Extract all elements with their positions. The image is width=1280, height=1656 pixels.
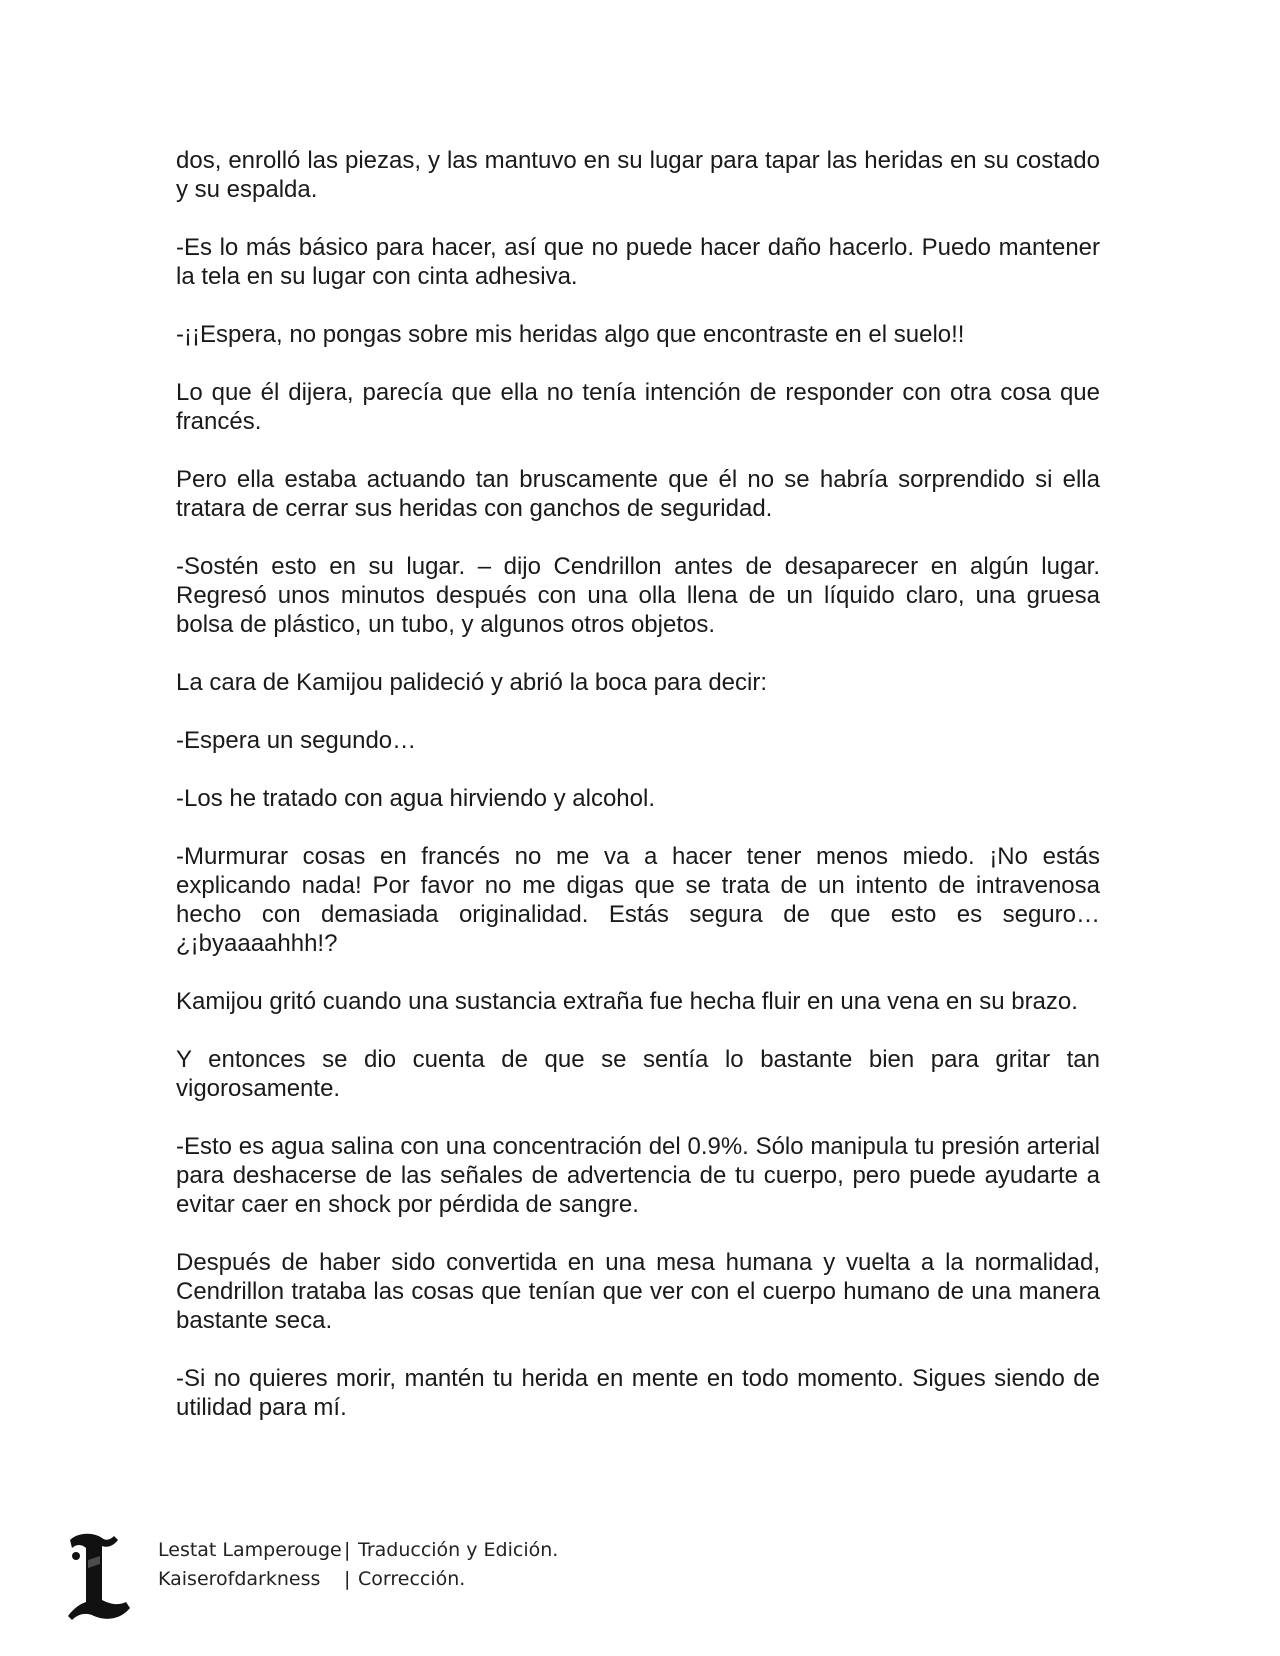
paragraph: -Si no quieres morir, mantén tu herida en mente en todo momento. Sigues siendo de utilidad para mí. xyxy=(176,1365,1100,1421)
gothic-l-logo-icon xyxy=(64,1530,134,1626)
credit-line xyxy=(158,1565,558,1594)
credit-name: Lestat Lamperouge xyxy=(158,1539,342,1561)
paragraph: Y entonces se dio cuenta de que se sentía lo bastante bien para gritar tan vigorosamente. xyxy=(176,1046,1100,1102)
paragraph: Después de haber sido convertida en una mesa humana y vuelta a la normalidad, Cendrillon trataba las cosas que tenían que ver con el cuerpo humano de una manera bastante seca. xyxy=(176,1249,1100,1334)
paragraph: -Sostén esto en su lugar. – dijo Cendrillon antes de desaparecer en algún lugar. Regresó unos minutos después con una olla llena de un líquido claro, una gruesa bolsa de plástico, un tubo, y algunos otros objetos. xyxy=(176,553,1100,638)
credit-role: Corrección. xyxy=(358,1568,466,1590)
footer-credits xyxy=(158,1536,558,1594)
paragraph: -Esto es agua salina con una concentración del 0.9%. Sólo manipula tu presión arterial para deshacerse de las señales de advertencia de tu cuerpo, pero puede ayudarte a evitar caer en shock por pérdida de sangre. xyxy=(176,1133,1100,1218)
credit-separator: | xyxy=(344,1539,351,1561)
paragraph: -Los he tratado con agua hirviendo y alcohol. xyxy=(176,785,655,812)
paragraph: Lo que él dijera, parecía que ella no tenía intención de responder con otra cosa que francés. xyxy=(176,379,1100,435)
paragraph: Kamijou gritó cuando una sustancia extraña fue hecha fluir en una vena en su brazo. xyxy=(176,988,1078,1015)
paragraph: -Murmurar cosas en francés no me va a hacer tener menos miedo. ¡No estás explicando nada! Por favor no me digas que se trata de un intento de intravenosa hecho con demasiada originalidad. Estás segura de que esto es seguro… ¿¡byaaaahhh!? xyxy=(176,843,1100,957)
paragraph: dos, enrolló las piezas, y las mantuvo en su lugar para tapar las heridas en su costado y su espalda. xyxy=(176,147,1100,203)
credit-line xyxy=(158,1536,558,1565)
paragraph: -Es lo más básico para hacer, así que no puede hacer daño hacerlo. Puedo mantener la tela en su lugar con cinta adhesiva. xyxy=(176,234,1100,290)
paragraph: -¡¡Espera, no pongas sobre mis heridas algo que encontraste en el suelo!! xyxy=(176,321,965,348)
credit-role: Traducción y Edición. xyxy=(358,1539,559,1561)
body-text xyxy=(176,146,1100,1451)
credit-name: Kaiserofdarkness xyxy=(158,1568,321,1590)
paragraph: Pero ella estaba actuando tan bruscamente que él no se habría sorprendido si ella tratara de cerrar sus heridas con ganchos de seguridad. xyxy=(176,466,1100,522)
paragraph: -Espera un segundo… xyxy=(176,727,417,754)
paragraph: La cara de Kamijou palideció y abrió la boca para decir: xyxy=(176,669,768,696)
credit-separator: | xyxy=(344,1568,351,1590)
page-footer xyxy=(0,1520,1280,1640)
